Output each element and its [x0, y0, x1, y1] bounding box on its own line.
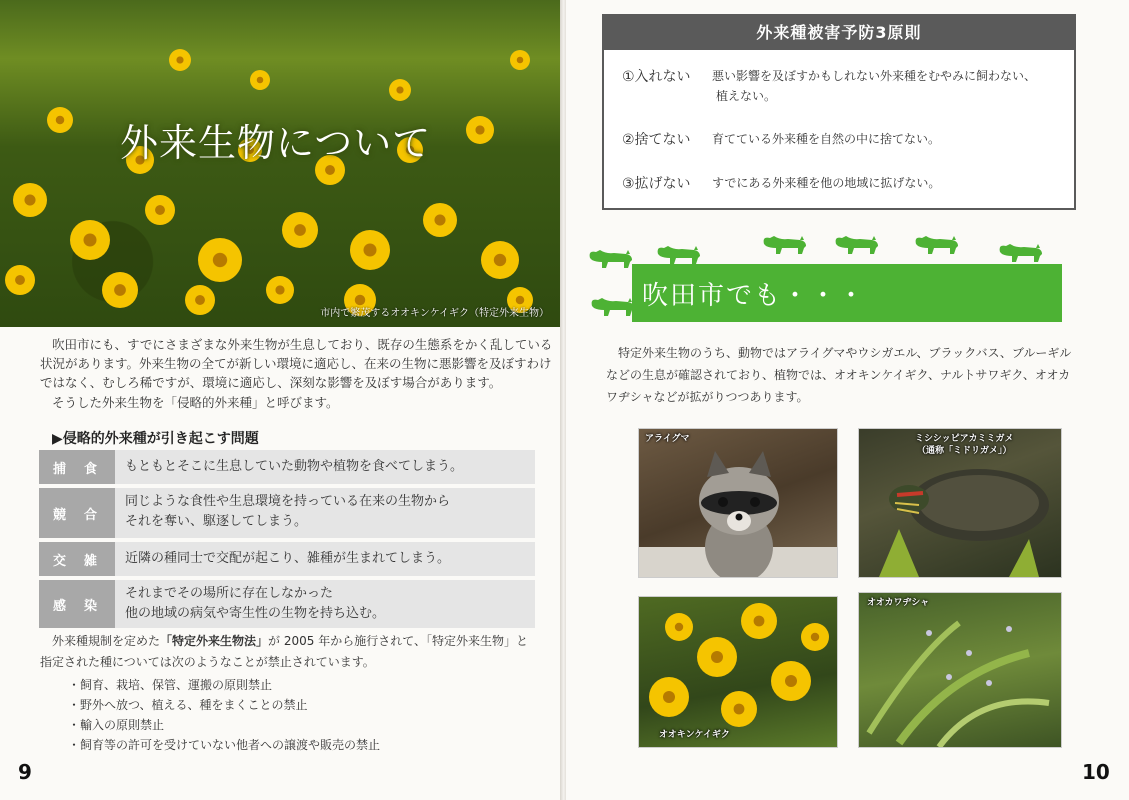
principle-value-line: 悪い影響を及ぼすかもしれない外来種をむやみに飼わない、 — [712, 69, 1037, 83]
problem-label: 交雑 — [39, 542, 115, 576]
problem-text-line: 他の地域の病気や寄生性の生物を持ち込む。 — [125, 606, 386, 621]
coreopsis-flower — [102, 272, 138, 308]
raccoon-silhouette-icon — [586, 244, 634, 270]
page-10 — [566, 0, 1129, 800]
page-number: 10 — [1082, 760, 1110, 784]
prohibition-item: ・輸入の原則禁止 — [68, 718, 165, 732]
prohibition-item: ・飼育等の許可を受けていない他者への譲渡や販売の禁止 — [68, 738, 381, 752]
intro-line-2: 状況があります。外来生物の全てが新しい環境に適応し、在来の生物に悪影響を及ぼすわけ — [40, 356, 552, 371]
coreopsis-flower — [250, 70, 270, 90]
prevention-principles-box — [602, 14, 1076, 210]
page-number: 9 — [18, 760, 32, 784]
coreopsis-flower — [266, 276, 294, 304]
problem-label: 競合 — [39, 488, 115, 538]
flower-center — [811, 633, 819, 641]
photo-caption: オオキンケイギク — [659, 730, 730, 740]
principle-value-line: 植えない。 — [716, 89, 777, 103]
coreopsis-illustration — [639, 597, 837, 747]
problem-text — [115, 580, 535, 628]
coreopsis-flower — [350, 230, 390, 270]
coreopsis-flower — [481, 241, 519, 279]
flower-center — [754, 616, 765, 627]
problem-text-line: それを奪い、駆逐してしまう。 — [125, 514, 308, 529]
problem-label: 捕食 — [39, 450, 115, 484]
raccoon-silhouette-icon — [832, 230, 880, 256]
principle-value: 育てている外来種を自然の中に捨てない。 — [712, 132, 941, 146]
hero-photo-coreopsis — [0, 0, 563, 327]
coreopsis-flower — [70, 220, 110, 260]
prohibition-item: ・飼育、栽培、保管、運搬の原則禁止 — [68, 678, 273, 692]
photo-caption: オオカワヂシャ — [867, 598, 930, 608]
principles-title: 外来種被害予防3原則 — [604, 16, 1074, 50]
principle-value: すでにある外来種を他の地域に拡げない。 — [712, 176, 941, 190]
page-title: 外来生物について — [120, 121, 432, 165]
coreopsis-flower — [198, 238, 242, 282]
coreopsis-flower — [389, 79, 411, 101]
page-9 — [0, 0, 563, 800]
raccoon-silhouette-icon — [912, 230, 960, 256]
problem-text-line: 同じような食性や生息環境を持っている在来の生物から — [125, 494, 451, 509]
coreopsis-flower — [466, 116, 494, 144]
law-text: が 2005 年から施行されて、「特定外来生物」と — [268, 634, 528, 648]
coreopsis-flower — [169, 49, 191, 71]
problem-text — [115, 488, 535, 538]
photo-caption: アライグマ — [645, 434, 690, 444]
problem-row — [39, 580, 535, 628]
problem-text-line: もともとそこに生息していた動物や植物を食べてしまう。 — [125, 459, 464, 474]
principle-key: ①入れない — [622, 69, 691, 85]
problem-label: 感染 — [39, 580, 115, 628]
intro-line-3: ではなく、むしろ稀ですが、環境に適応し、深刻な影響を及ぼす場合があります。 — [40, 375, 502, 390]
body-line-2: などの生息が確認されており、植物では、オオキンケイギク、ナルトサワギク、オオカ — [606, 368, 1071, 382]
photo-caption: 市内で繁茂するオオキンケイギク（特定外来生物） — [320, 308, 549, 319]
coreopsis-flower — [47, 107, 73, 133]
section-banner — [632, 264, 1062, 322]
problems-heading: ▶侵略的外来種が引き起こす問題 — [52, 431, 259, 447]
prohibition-item: ・野外へ放つ、植える、種をまくことの禁止 — [68, 698, 308, 712]
problems-table — [39, 450, 535, 632]
coreopsis-flower — [185, 285, 215, 315]
photo-water-speedwell — [858, 592, 1062, 748]
coreopsis-flower — [282, 212, 318, 248]
intro-line-4: そうした外来生物を「侵略的外来種」と呼びます。 — [52, 395, 339, 410]
coreopsis-flower — [423, 203, 457, 237]
law-text: 外来種規制を定めた — [52, 634, 161, 648]
flower-center — [711, 651, 723, 663]
flower-center — [663, 691, 675, 703]
body-line-1: 特定外来生物のうち、動物ではアライグマやウシガエル、ブラックバス、ブルーギル — [618, 346, 1072, 360]
intro-line-1: 吹田市にも、すでにさまざまな外来生物が生息しており、既存の生態系をかく乱している — [52, 337, 553, 352]
flower-center — [785, 675, 797, 687]
photo-turtle — [858, 428, 1062, 578]
law-name: 「特定外来生物法」 — [160, 634, 269, 648]
coreopsis-flower — [145, 195, 175, 225]
raccoon-silhouette-icon — [654, 240, 702, 266]
flower-center — [734, 704, 745, 715]
coreopsis-flower — [13, 183, 47, 217]
body-line-3: ワヂシャなどが拡がりつつあります。 — [606, 390, 809, 404]
water-speedwell-illustration — [859, 593, 1061, 747]
banner-text: 吹田市でも・・・ — [642, 281, 867, 311]
photo-caption: ミシシッピアカミミガメ （通称「ミドリガメ」） — [915, 434, 1014, 456]
problem-text-line: 近隣の種同士で交配が起こり、雑種が生まれてしまう。 — [125, 551, 451, 566]
raccoon-illustration — [639, 429, 837, 577]
problem-row — [39, 542, 535, 576]
problem-text-line: それまでその場所に存在しなかった — [125, 586, 334, 601]
principle-row — [622, 173, 940, 193]
photo-raccoon — [638, 428, 838, 578]
law-line-2: 指定された種については次のようなことが禁止されています。 — [40, 655, 375, 669]
principle-value — [712, 66, 1036, 106]
problem-row — [39, 488, 535, 538]
flower-center — [675, 623, 683, 631]
principle-row — [622, 129, 940, 149]
raccoon-silhouette-icon — [996, 238, 1044, 264]
principle-row — [622, 66, 1036, 106]
problem-row — [39, 450, 535, 484]
principle-key: ②捨てない — [622, 132, 691, 148]
problem-text — [115, 450, 535, 484]
coreopsis-flower — [510, 50, 530, 70]
law-line-1 — [52, 632, 528, 651]
problem-text — [115, 542, 535, 576]
raccoon-silhouette-icon — [760, 230, 808, 256]
raccoon-silhouette-icon — [588, 292, 636, 318]
coreopsis-flower — [5, 265, 35, 295]
principle-key: ③拡げない — [622, 176, 691, 192]
photo-coreopsis — [638, 596, 838, 748]
